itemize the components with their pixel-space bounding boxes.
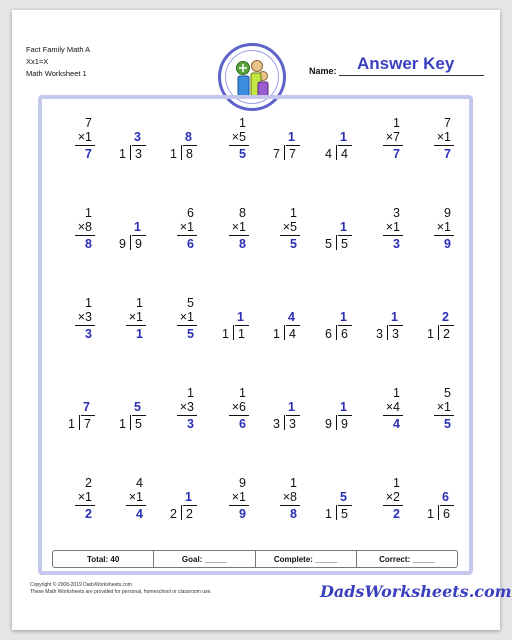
problem-cell — [60, 382, 96, 460]
problem-cell — [111, 112, 147, 190]
product-answer: 7 — [444, 147, 451, 161]
division-bar — [132, 235, 146, 236]
product-answer: 6 — [239, 417, 246, 431]
division-bracket — [130, 235, 131, 250]
brand-logo: DadsWorksheets.com — [320, 582, 512, 601]
product-answer: 5 — [444, 417, 451, 431]
division-bar — [286, 415, 300, 416]
factor-bottom: ×1 — [436, 220, 451, 234]
division-bar — [235, 325, 249, 326]
factor-top: 1 — [85, 206, 92, 220]
divisor: 1 — [119, 147, 126, 161]
dividend: 2 — [186, 507, 193, 521]
factor-bottom: ×1 — [77, 130, 92, 144]
quotient-answer: 6 — [442, 490, 449, 504]
problem-cell — [111, 202, 147, 280]
answer-line — [434, 145, 454, 146]
division-bracket — [336, 235, 337, 250]
problem-cell — [214, 472, 250, 550]
factor-top: 1 — [393, 116, 400, 130]
division-bracket — [284, 145, 285, 160]
problem-cell — [419, 382, 455, 460]
divisor: 3 — [273, 417, 280, 431]
division-bar — [183, 505, 197, 506]
product-answer: 1 — [136, 327, 143, 341]
dividend: 2 — [443, 327, 450, 341]
product-answer: 7 — [85, 147, 92, 161]
problem-cell — [265, 202, 301, 280]
product-answer: 8 — [290, 507, 297, 521]
factor-bottom: ×1 — [77, 490, 92, 504]
factor-top: 1 — [85, 296, 92, 310]
problem-cell — [162, 472, 198, 550]
divisor: 1 — [273, 327, 280, 341]
division-bar — [338, 325, 352, 326]
factor-top: 6 — [187, 206, 194, 220]
answer-line — [75, 235, 95, 236]
factor-top: 8 — [239, 206, 246, 220]
answer-line — [280, 505, 300, 506]
product-answer: 2 — [393, 507, 400, 521]
factor-bottom: ×1 — [128, 310, 143, 324]
problem-cell — [60, 202, 96, 280]
product-answer: 8 — [85, 237, 92, 251]
factor-bottom: ×2 — [385, 490, 400, 504]
division-bracket — [233, 325, 234, 340]
division-bracket — [130, 415, 131, 430]
copyright-line-2: These Math Worksheets are provided for personal, homeschool or classroom use. — [30, 589, 212, 595]
quotient-answer: 1 — [288, 130, 295, 144]
divisor: 1 — [427, 327, 434, 341]
factor-top: 1 — [393, 476, 400, 490]
product-answer: 5 — [239, 147, 246, 161]
division-bracket — [438, 325, 439, 340]
copyright — [30, 582, 212, 596]
divisor: 1 — [170, 147, 177, 161]
factor-top: 1 — [187, 386, 194, 400]
factor-bottom: ×1 — [179, 310, 194, 324]
correct-cell: Correct: _____ — [379, 554, 435, 564]
answer-key-label: Answer Key — [357, 54, 455, 73]
division-bracket — [181, 145, 182, 160]
factor-top: 9 — [239, 476, 246, 490]
answer-line — [383, 505, 403, 506]
dividend: 1 — [238, 327, 245, 341]
product-answer: 9 — [444, 237, 451, 251]
division-bracket — [336, 505, 337, 520]
problem-cell — [317, 472, 353, 550]
problem-cell — [368, 202, 404, 280]
problem-cell — [162, 202, 198, 280]
problem-cell — [368, 292, 404, 370]
dividend: 3 — [392, 327, 399, 341]
divisor: 1 — [325, 507, 332, 521]
dividend: 7 — [84, 417, 91, 431]
problem-row — [52, 112, 456, 190]
answer-line — [229, 415, 249, 416]
factor-top: 7 — [85, 116, 92, 130]
divisor: 1 — [68, 417, 75, 431]
divisor: 4 — [325, 147, 332, 161]
problem-cell — [265, 382, 301, 460]
problem-cell — [419, 472, 455, 550]
divisor: 9 — [119, 237, 126, 251]
factor-bottom: ×1 — [231, 490, 246, 504]
division-bar — [286, 325, 300, 326]
division-bar — [389, 325, 403, 326]
worksheet-header — [26, 44, 90, 80]
division-bracket — [79, 415, 80, 430]
dividend: 8 — [186, 147, 193, 161]
answer-line — [434, 235, 454, 236]
factor-top: 9 — [444, 206, 451, 220]
answer-line — [177, 325, 197, 326]
factor-bottom: ×1 — [385, 220, 400, 234]
problem-cell — [317, 202, 353, 280]
product-answer: 6 — [187, 237, 194, 251]
division-bar — [286, 145, 300, 146]
divisor: 3 — [376, 327, 383, 341]
quotient-answer: 8 — [185, 130, 192, 144]
product-answer: 3 — [187, 417, 194, 431]
division-bar — [132, 145, 146, 146]
dividend: 3 — [135, 147, 142, 161]
division-bar — [338, 235, 352, 236]
copyright-line-1: Copyright © 2008-2019 DadsWorksheets.com — [30, 582, 132, 588]
quotient-answer: 1 — [340, 310, 347, 324]
dividend: 4 — [289, 327, 296, 341]
divisor: 5 — [325, 237, 332, 251]
factor-top: 1 — [239, 116, 246, 130]
problem-cell — [214, 202, 250, 280]
quotient-answer: 1 — [185, 490, 192, 504]
problem-row — [52, 472, 456, 550]
division-bracket — [181, 505, 182, 520]
problem-cell — [214, 112, 250, 190]
answer-line — [229, 145, 249, 146]
dividend: 7 — [289, 147, 296, 161]
dividend: 9 — [341, 417, 348, 431]
factor-bottom: ×1 — [436, 400, 451, 414]
product-answer: 2 — [85, 507, 92, 521]
problem-cell — [214, 382, 250, 460]
problem-cell — [162, 292, 198, 370]
problem-row — [52, 292, 456, 370]
product-answer: 8 — [239, 237, 246, 251]
division-bracket — [336, 415, 337, 430]
factor-bottom: ×5 — [231, 130, 246, 144]
name-line — [339, 75, 484, 76]
divisor: 2 — [170, 507, 177, 521]
problem-cell — [419, 112, 455, 190]
division-bar — [338, 505, 352, 506]
problem-cell — [265, 292, 301, 370]
answer-line — [434, 415, 454, 416]
divisor: 1 — [119, 417, 126, 431]
divisor: 1 — [222, 327, 229, 341]
quotient-answer: 1 — [288, 400, 295, 414]
problem-cell — [162, 382, 198, 460]
answer-line — [229, 505, 249, 506]
problem-cell — [162, 112, 198, 190]
answer-line — [75, 145, 95, 146]
quotient-answer: 2 — [442, 310, 449, 324]
product-answer: 5 — [290, 237, 297, 251]
factor-bottom: ×8 — [282, 490, 297, 504]
answer-line — [280, 235, 300, 236]
answer-line — [383, 145, 403, 146]
factor-top: 3 — [393, 206, 400, 220]
problem-cell — [111, 292, 147, 370]
dividend: 6 — [341, 327, 348, 341]
product-answer: 3 — [393, 237, 400, 251]
factor-bottom: ×7 — [385, 130, 400, 144]
dividend: 9 — [135, 237, 142, 251]
factor-bottom: ×6 — [231, 400, 246, 414]
answer-line — [126, 325, 146, 326]
answer-line — [177, 235, 197, 236]
problem-cell — [317, 292, 353, 370]
factor-bottom: ×5 — [282, 220, 297, 234]
division-bracket — [130, 145, 131, 160]
quotient-answer: 1 — [134, 220, 141, 234]
factor-top: 1 — [239, 386, 246, 400]
quotient-answer: 4 — [288, 310, 295, 324]
factor-top: 1 — [136, 296, 143, 310]
name-label: Name: — [309, 66, 337, 76]
problem-cell — [419, 292, 455, 370]
division-bracket — [336, 325, 337, 340]
factor-bottom: ×8 — [77, 220, 92, 234]
division-bracket — [284, 415, 285, 430]
problem-cell — [368, 382, 404, 460]
division-bar — [440, 325, 454, 326]
problem-cell — [368, 472, 404, 550]
factor-top: 2 — [85, 476, 92, 490]
factor-top: 4 — [136, 476, 143, 490]
product-answer: 5 — [187, 327, 194, 341]
factor-bottom: ×3 — [179, 400, 194, 414]
dividend: 5 — [135, 417, 142, 431]
product-answer: 4 — [136, 507, 143, 521]
quotient-answer: 1 — [237, 310, 244, 324]
division-bracket — [438, 505, 439, 520]
dividend: 4 — [341, 147, 348, 161]
dividend: 5 — [341, 507, 348, 521]
answer-line — [229, 235, 249, 236]
worksheet-rule: Xx1=X — [26, 57, 49, 66]
factor-top: 1 — [393, 386, 400, 400]
divisor: 9 — [325, 417, 332, 431]
problem-cell — [317, 382, 353, 460]
division-bar — [338, 415, 352, 416]
product-answer: 7 — [393, 147, 400, 161]
problem-cell — [419, 202, 455, 280]
product-answer: 4 — [393, 417, 400, 431]
factor-top: 7 — [444, 116, 451, 130]
factor-bottom: ×1 — [231, 220, 246, 234]
product-answer: 3 — [85, 327, 92, 341]
factor-bottom: ×4 — [385, 400, 400, 414]
answer-line — [383, 415, 403, 416]
factor-top: 5 — [444, 386, 451, 400]
factor-bottom: ×1 — [179, 220, 194, 234]
division-bracket — [284, 325, 285, 340]
problem-cell — [60, 292, 96, 370]
factor-bottom: ×1 — [128, 490, 143, 504]
quotient-answer: 5 — [340, 490, 347, 504]
division-bracket — [387, 325, 388, 340]
problem-cell — [265, 472, 301, 550]
division-bar — [183, 145, 197, 146]
worksheet-subtitle: Math Worksheet 1 — [26, 69, 87, 78]
dividend: 5 — [341, 237, 348, 251]
problem-cell — [214, 292, 250, 370]
answer-line — [75, 505, 95, 506]
problem-cell — [111, 472, 147, 550]
answer-line — [383, 235, 403, 236]
divisor: 6 — [325, 327, 332, 341]
division-bracket — [336, 145, 337, 160]
division-bar — [81, 415, 95, 416]
answer-line — [177, 415, 197, 416]
factor-bottom: ×1 — [436, 130, 451, 144]
problem-cell — [111, 382, 147, 460]
factor-bottom: ×3 — [77, 310, 92, 324]
dividend: 3 — [289, 417, 296, 431]
divisor: 1 — [427, 507, 434, 521]
problem-row — [52, 382, 456, 460]
goal-cell: Goal: _____ — [154, 551, 255, 567]
problem-cell — [265, 112, 301, 190]
quotient-answer: 1 — [391, 310, 398, 324]
division-bar — [338, 145, 352, 146]
division-bar — [440, 505, 454, 506]
factor-top: 1 — [290, 476, 297, 490]
answer-line — [75, 325, 95, 326]
dividend: 6 — [443, 507, 450, 521]
division-bar — [132, 415, 146, 416]
problem-cell — [317, 112, 353, 190]
factor-top: 1 — [290, 206, 297, 220]
answer-line — [126, 505, 146, 506]
quotient-answer: 1 — [340, 130, 347, 144]
worksheet-title: Fact Family Math A — [26, 45, 91, 54]
problem-row — [52, 202, 456, 280]
name-field — [309, 54, 484, 76]
quotient-answer: 3 — [134, 130, 141, 144]
problem-cell — [60, 112, 96, 190]
quotient-answer: 7 — [83, 400, 90, 414]
problem-cell — [368, 112, 404, 190]
product-answer: 9 — [239, 507, 246, 521]
score-bar — [52, 550, 458, 568]
quotient-answer: 1 — [340, 220, 347, 234]
total-cell: Total: 40 — [53, 551, 154, 567]
quotient-answer: 1 — [340, 400, 347, 414]
problem-cell — [60, 472, 96, 550]
quotient-answer: 5 — [134, 400, 141, 414]
complete-cell: Complete: _____ — [256, 551, 357, 567]
factor-top: 5 — [187, 296, 194, 310]
divisor: 7 — [273, 147, 280, 161]
